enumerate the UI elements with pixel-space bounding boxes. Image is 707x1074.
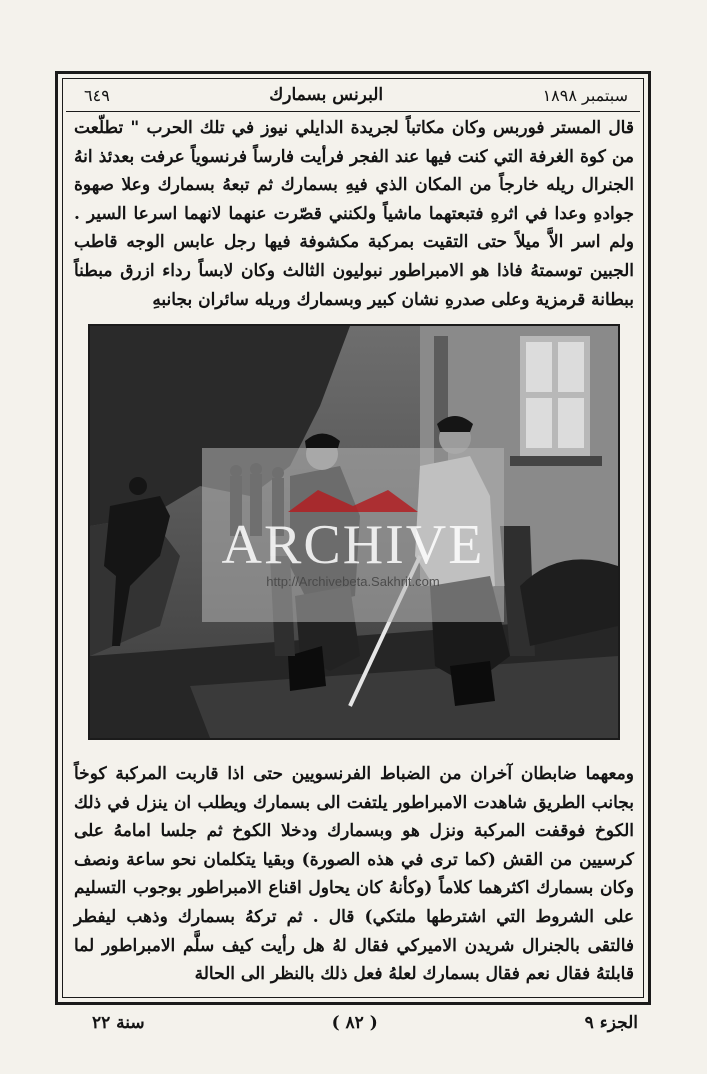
- footer-part: الجزء ٩: [584, 1013, 638, 1033]
- watermark-word: ARCHIVE: [221, 513, 485, 576]
- running-header: [66, 80, 640, 110]
- watermark-url: http://Archivebeta.Sakhrit.com: [266, 573, 440, 589]
- footer-page-number: ( ٨٢ ): [331, 1013, 378, 1033]
- header-page-number: ٦٤٩: [84, 85, 110, 105]
- article-paragraph-bottom: ومعهما ضابطان آخران من الضباط الفرنسويين حتى اذا قاربت المركبة كوخاً بجانب الطريق شاهدت الامبراطور يلتفت الى بسمارك ويطلب ان ينزل في ذلك الكوخ فوقفت المركبة ونزل هو وبسمارك ودخلا الكوخ ثم جلسا امامهُ على كرسيين من القش (كما ترى في هذه الصورة) وبقيا يتكلمان نحو ساعة ونصف وكان بسمارك اكثرهما كلاماً (وكأنهُ كان يحاول اقناع الامبراطور بوجوب التسليم على الشروط التي اشترطها ملتكي) قال . ثم تركهُ بسمارك وذهب ليفطر فالتقى بالجنرال شريدن الاميركي فقال لهُ هل رأيت كيف سلَّم الامبراطور لما قابلتهُ فقال نعم فقال بسمارك لعلهُ فعل ذلك بالنظر الى الحالة: [74, 764, 634, 985]
- header-title: البرنس بسمارك: [269, 85, 384, 105]
- article-paragraph-top: قال المستر فوربس وكان مكاتباً لجريدة الدايلي نيوز في تلك الحرب " تطلّعت من كوة الغرفة التي كنت فيها عند الفجر فرأيت فارساً فرنسوياً عرفت بعدئذ انهُ الجنرال ريله خارجاً من المكان الذي فيهِ بسمارك ثم تبعهُ بسمارك وعلا صهوة جوادهِ وعدا في اثرهِ فتبعتهما ماشياً ولكنني قصّرت عنهما لانهما اسرعا السير . ولم اسر الاَّ ميلاً حتى التقيت بمركبة مكشوفة فيها رجل عابس الوجه قاطب الجبين توسمتهُ فاذا هو الامبراطور نبوليون الثالث وكان لابساً رداء ازرق مبطناً ببطانة قرمزية وعلى صدرهِ نشان كبير وبسمارك وريله سائران بجانبهِ: [74, 118, 634, 310]
- page-footer: [60, 1010, 646, 1036]
- footer-volume: سنة ٢٢: [92, 1013, 145, 1033]
- header-date: سبتمبر ١٨٩٨: [542, 85, 628, 105]
- header-rule: [66, 111, 640, 112]
- engraving-figure: [88, 324, 620, 740]
- logo-red-shape: [288, 490, 418, 512]
- archive-watermark: [202, 448, 504, 622]
